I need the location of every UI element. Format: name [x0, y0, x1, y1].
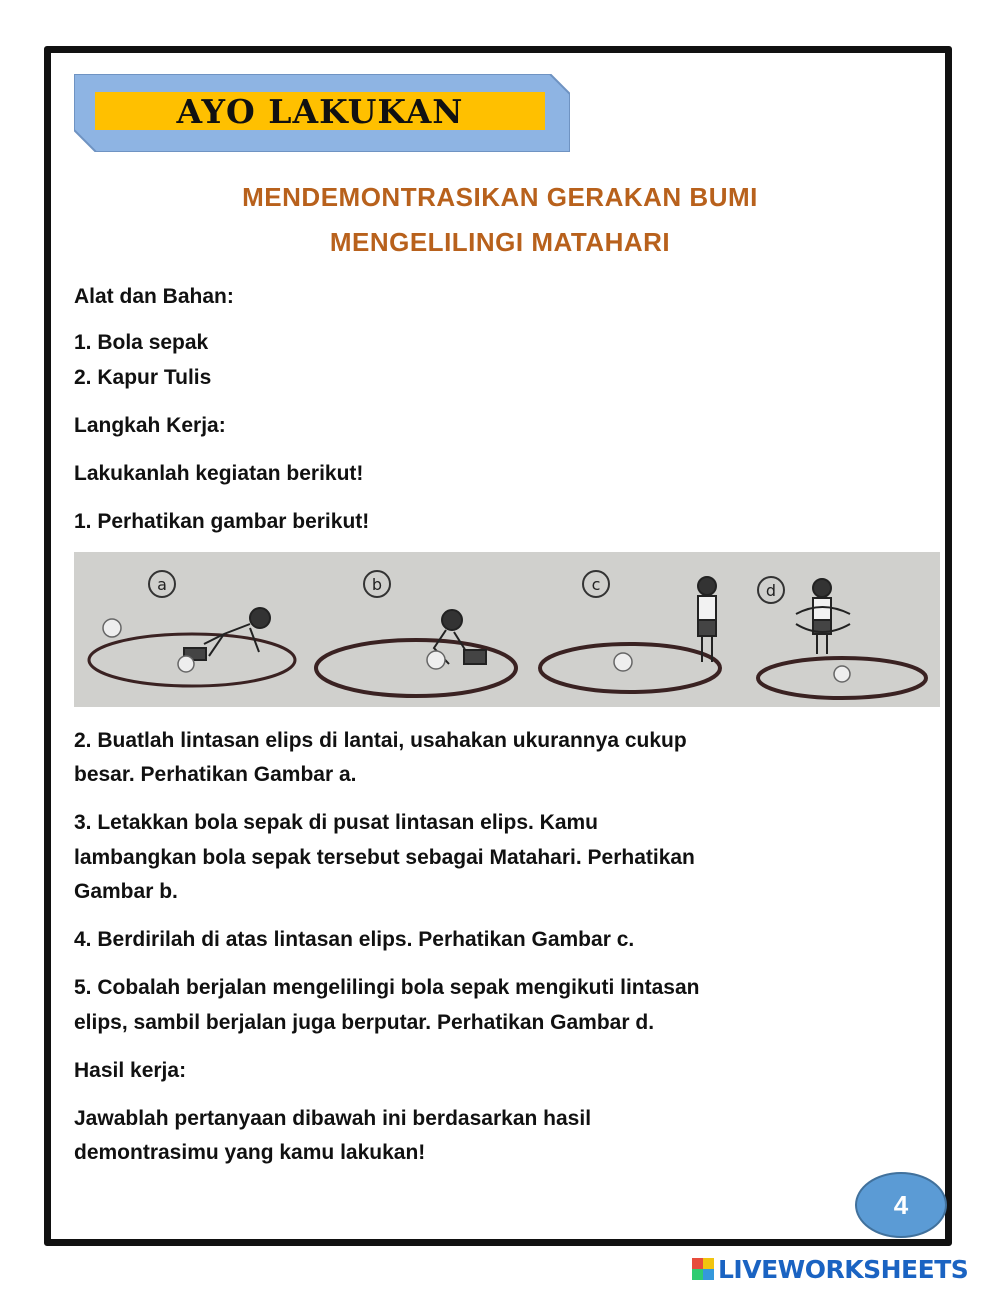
panel-label: c	[591, 575, 601, 594]
page-number-badge: 4	[855, 1172, 947, 1238]
brand-watermark	[692, 1254, 968, 1284]
step-5-line2: elips, sambil berjalan juga berputar. Perhatikan Gambar d.	[74, 1011, 655, 1034]
ball-icon	[178, 656, 194, 672]
step-4: 4. Berdirilah di atas lintasan elips. Perhatikan Gambar c.	[74, 928, 635, 951]
ball-icon	[614, 653, 632, 671]
step-3-line1: 3. Letakkan bola sepak di pusat lintasan elips. Kamu	[74, 811, 599, 834]
steps-intro: Lakukanlah kegiatan berikut!	[74, 462, 364, 485]
steps-heading: Langkah Kerja:	[74, 414, 226, 437]
result-instruction-line1: Jawablah pertanyaan dibawah ini berdasarkan hasil	[74, 1107, 592, 1130]
material-item: 2. Kapur Tulis	[74, 366, 212, 389]
result-instruction-line2: demontrasimu yang kamu lakukan!	[74, 1141, 426, 1164]
step-3-line3: Gambar b.	[74, 880, 178, 903]
material-item: 1. Bola sepak	[74, 331, 209, 354]
materials-heading: Alat dan Bahan:	[74, 285, 234, 308]
step-3-line2: lambangkan bola sepak tersebut sebagai Matahari. Perhatikan	[74, 846, 695, 869]
ball-icon	[427, 651, 445, 669]
banner-title: AYO LAKUKAN	[176, 91, 464, 131]
ball-icon	[103, 619, 121, 637]
step-2-line1: 2. Buatlah lintasan elips di lantai, usahakan ukurannya cukup	[74, 729, 687, 752]
page-title-line2: MENGELILINGI MATAHARI	[329, 227, 671, 257]
brand-logo-icon	[692, 1258, 714, 1280]
step-5-line1: 5. Cobalah berjalan mengelilingi bola sepak mengikuti lintasan	[74, 976, 700, 999]
panel-label: b	[371, 575, 383, 594]
panel-label: a	[157, 575, 167, 594]
brand-name: LIVEWORKSHEETS	[718, 1254, 969, 1284]
panel-label: d	[765, 581, 777, 600]
ball-icon	[834, 666, 850, 682]
step-1: 1. Perhatikan gambar berikut!	[74, 510, 370, 533]
activity-illustration	[74, 552, 940, 707]
result-heading: Hasil kerja:	[74, 1059, 187, 1082]
step-2-line2: besar. Perhatikan Gambar a.	[74, 763, 357, 786]
page-title-line1: MENDEMONTRASIKAN GERAKAN BUMI	[242, 182, 758, 212]
